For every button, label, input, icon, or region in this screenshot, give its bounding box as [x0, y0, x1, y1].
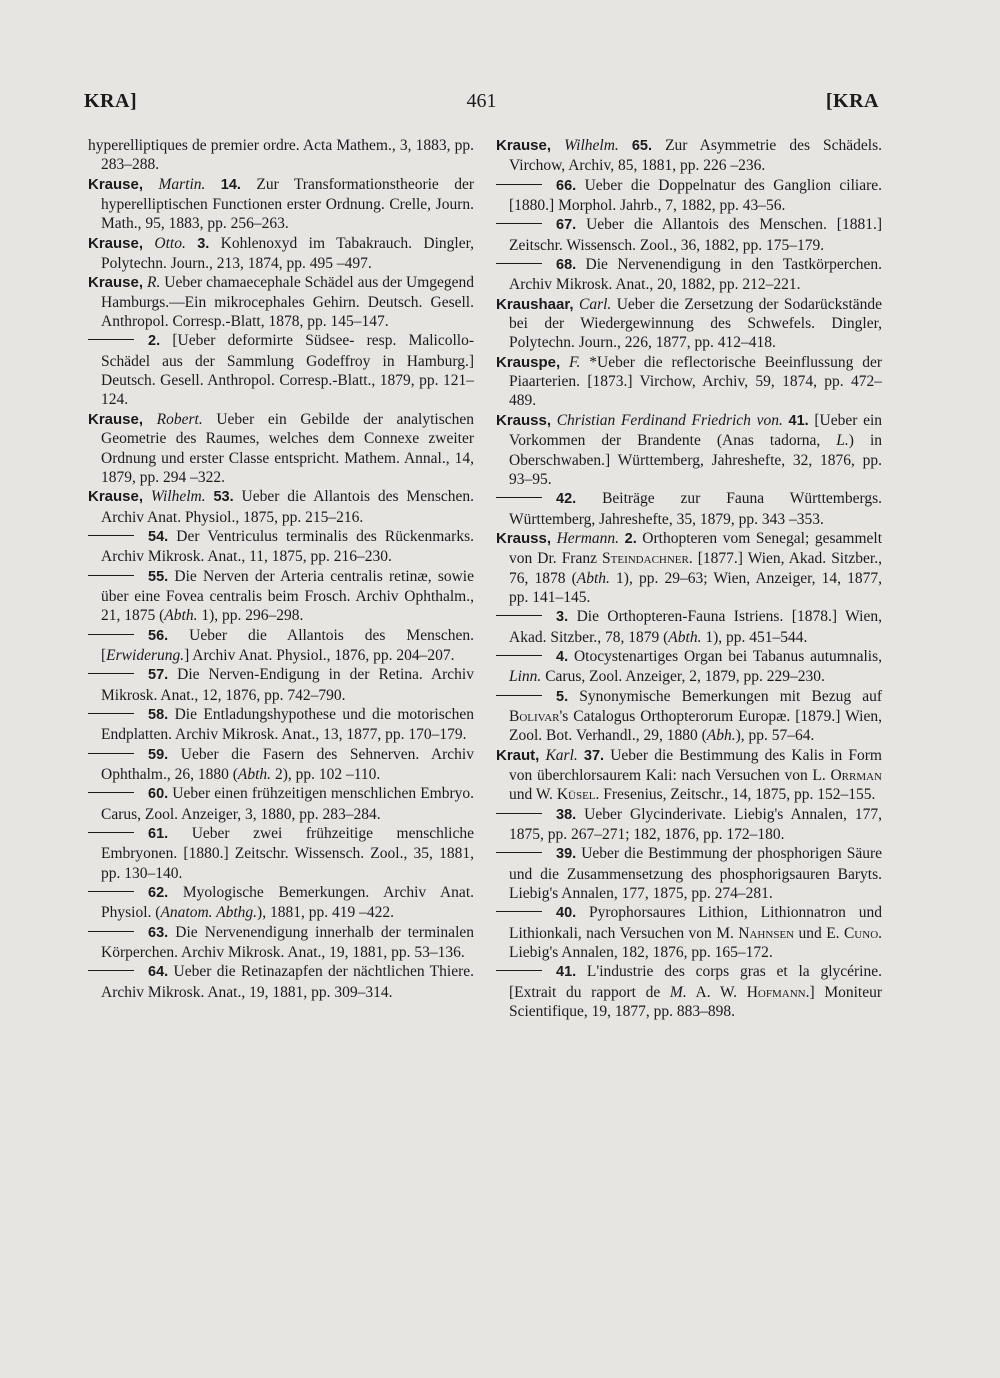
author-given-name: Robert.	[156, 410, 203, 428]
entry-text: Orthopteren vom Senegal; gesammelt von Dr. Franz	[509, 529, 882, 568]
entry-number: 41.	[556, 964, 577, 981]
bibliography-entry	[496, 295, 882, 353]
bibliography-entry	[88, 527, 474, 567]
entry-text: Küsel	[556, 786, 596, 804]
entry-text: Ueber die Doppelnatur des Ganglion ciliare. [1880.] Morphol. Jahrb., 7, 1882, pp. 43–56.	[509, 176, 882, 215]
entry-number: 14.	[220, 176, 241, 193]
bibliography-entry	[496, 176, 882, 216]
entry-number: 53.	[213, 489, 234, 506]
page-header	[84, 90, 879, 120]
ditto-dash	[496, 655, 542, 656]
entry-text: Ueber ein Gebilde der analytischen Geometrie des Raumes, welches dem Connexe zweiter Ordnung und erster Classe entspricht. Mathem. Annal., 14, 1879, pp. 294 –322.	[101, 410, 474, 486]
ditto-dash	[88, 792, 134, 793]
author-given-name: Wilhelm.	[150, 488, 206, 506]
entry-number: 2.	[624, 530, 637, 547]
bibliography-entry	[496, 489, 882, 529]
entry-text: 1), pp. 29–63; Wien, Anzeiger, 14, 1877, pp. 141–145.	[509, 569, 882, 606]
entry-text: Steindachner	[602, 550, 689, 568]
bibliography-entry	[496, 607, 882, 647]
entry-text: *Ueber die reflectorische Beeinflussung der Piaarterien. [1873.] Virchow, Archiv, 59, 1874, pp. 472–489.	[509, 353, 882, 410]
author-given-name: R.	[146, 274, 161, 292]
entry-number: 3.	[197, 235, 210, 252]
entry-number: 61.	[148, 826, 169, 843]
entry-text: Abth.	[237, 766, 272, 783]
bibliography-entry	[88, 665, 474, 705]
entry-number: 55.	[148, 568, 169, 585]
entry-number: 60.	[148, 786, 169, 803]
ditto-dash	[496, 970, 542, 971]
ditto-dash	[88, 339, 134, 340]
entry-number: 38.	[556, 806, 577, 823]
author-surname: Krause,	[496, 137, 552, 154]
entry-text: L'industrie des corps gras et la glycérine. [Extrait du rapport de	[509, 963, 882, 1001]
author-surname: Krause,	[88, 175, 144, 193]
entry-text: Die Entladungshypothese und die motorischen Endplatten. Archiv Mikrosk. Anat., 13, 1877, pp. 170–179.	[101, 705, 474, 744]
entry-text: Ueber zwei frühzeitige menschliche Embryonen. [1880.] Zeitschr. Wissensch. Zool., 35, 1881, pp. 130–140.	[101, 825, 474, 882]
bibliography-entry	[496, 962, 882, 1021]
entry-text: M.	[669, 983, 687, 1001]
entry-text: ] Archiv Anat. Physiol., 1876, pp. 204–207.	[184, 646, 455, 664]
bibliography-entry	[496, 903, 882, 962]
entry-text: A. W.	[686, 983, 747, 1001]
bibliography-entry	[88, 234, 474, 274]
entry-number: 63.	[148, 924, 169, 941]
entry-number: 3.	[556, 609, 569, 626]
bibliography-entry	[496, 687, 882, 746]
entry-text: Hofmann	[746, 983, 806, 1001]
entry-text: Die Nervenendigung innerhalb der terminalen Körperchen. Archiv Mikrosk. Anat., 19, 1881, pp. 53–136.	[101, 923, 474, 962]
author-given-name: F.	[569, 353, 581, 371]
entry-number: 5.	[556, 688, 569, 705]
entry-number: 64.	[148, 964, 169, 981]
ditto-dash	[496, 184, 542, 185]
entry-text: Nahnsen	[738, 924, 795, 942]
entry-text: Erwiderung.	[106, 646, 185, 664]
bibliography-entry	[88, 273, 474, 331]
author-surname: Kraut,	[496, 746, 540, 764]
bibliography-entry	[88, 136, 474, 175]
entry-text: Ueber Glycinderivate. Liebig's Annalen, 177, 1875, pp. 267–271; 182, 1876, pp. 172–180.	[509, 805, 882, 844]
author-surname: Krauss,	[496, 529, 552, 547]
entry-number: 40.	[556, 905, 577, 922]
entry-text: Die Orthopteren-Fauna Istriens. [1878.] Wien, Akad. Sitzber., 78, 1879 (	[509, 608, 882, 646]
entry-number: 41.	[788, 412, 809, 429]
entry-text: Die Nerven der Arteria centralis retinæ, sowie über eine Fovea centralis beim Frosch. Archiv Ophthalm., 21, 1875 (	[101, 567, 474, 625]
entry-number: 42.	[556, 491, 577, 508]
entry-number: 2.	[148, 333, 161, 350]
entry-text: . Fresenius, Zeitschr., 14, 1875, pp. 152–155.	[595, 786, 876, 804]
entry-text: 's Catalogus Orthopterorum Europæ. [1879.] Wien, Zool. Bot. Verhandl., 29, 1880 (	[509, 707, 882, 745]
bibliography-entry	[88, 331, 474, 409]
entry-text: Otocystenartiges Organ bei Tabanus autumnalis,	[568, 647, 882, 665]
ditto-dash	[88, 535, 134, 536]
bibliography-entry	[88, 824, 474, 883]
bibliography-entry	[496, 136, 882, 176]
ditto-dash	[88, 891, 134, 892]
entry-text: 2), pp. 102 –110.	[271, 766, 381, 783]
entry-text: und E.	[794, 924, 844, 942]
entry-text: ), pp. 57–64.	[735, 727, 815, 745]
bibliography-entry	[496, 353, 882, 411]
page-number: 461	[466, 90, 497, 112]
bibliography-entry	[88, 883, 474, 923]
entry-text: 1), pp. 296–298.	[197, 607, 304, 625]
entry-text: Ueber die Bestimmung der phosphorigen Säure und die Zusammensetzung des phosphorigsauren Baryts. Liebig's Annalen, 177, 1875, pp. 274–281.	[509, 845, 882, 903]
author-given-name: Martin.	[158, 175, 206, 193]
bibliography-entry	[88, 745, 474, 785]
ditto-dash	[88, 713, 134, 714]
ditto-dash	[496, 263, 542, 264]
entry-number: 59.	[148, 746, 169, 763]
entry-text: Die Nerven-Endigung in der Retina. Archiv Mikrosk. Anat., 12, 1876, pp. 742–790.	[101, 666, 474, 704]
ditto-dash	[88, 970, 134, 971]
entry-text: Synonymische Bemerkungen mit Bezug auf	[568, 687, 882, 705]
author-surname: Krauss,	[496, 411, 552, 429]
entry-text: Ueber die Fasern des Sehnerven. Archiv Ophthalm., 26, 1880 (	[101, 745, 474, 783]
entry-text: Anatom. Abthg.	[160, 904, 258, 922]
entry-text: Linn.	[509, 668, 542, 686]
entry-number: 54.	[148, 528, 169, 545]
running-head-right: [KRA	[825, 90, 879, 112]
bibliography-entry	[88, 487, 474, 527]
entry-text: . Liebig's Annalen, 182, 1876, pp. 165–172.	[509, 924, 883, 962]
entry-text: hyperelliptiques de premier ordre. Acta Mathem., 3, 1883, pp. 283–288.	[88, 137, 474, 174]
entry-text: Abth.	[164, 607, 198, 625]
ditto-dash	[496, 223, 542, 224]
entry-text: Orrman	[830, 767, 882, 784]
bibliography-entry	[88, 923, 474, 963]
author-given-name: Wilhelm.	[564, 137, 619, 154]
entry-text: Abth.	[668, 628, 702, 646]
bibliography-entry	[496, 411, 882, 489]
ditto-dash	[88, 931, 134, 932]
ditto-dash	[88, 753, 134, 754]
author-given-name: Christian Ferdinand Friedrich von.	[556, 411, 783, 429]
entry-number: 58.	[148, 706, 169, 723]
author-given-name: Hermann.	[556, 529, 620, 547]
entry-text: Ueber die Bestimmung des Kalis in Form von überchlorsaurem Kali: nach Versuchen von L.	[509, 746, 882, 784]
ditto-dash	[88, 832, 134, 833]
bibliography-entry	[88, 705, 474, 745]
entry-text: Myologische Bemerkungen. Archiv Anat. Physiol. (	[101, 884, 474, 922]
ditto-dash	[496, 852, 542, 853]
entry-text: und W.	[509, 786, 557, 804]
entry-number: 39.	[556, 846, 577, 863]
bibliography-entry	[496, 255, 882, 295]
ditto-dash	[496, 813, 542, 814]
entry-text: . [1877.] Wien, Akad. Sitzber., 76, 1878 (	[509, 550, 882, 587]
ditto-dash	[496, 695, 542, 696]
author-given-name: Otto.	[154, 234, 186, 252]
entry-text: Bolivar	[509, 707, 560, 725]
author-surname: Krause,	[88, 410, 144, 428]
bibliography-entry	[88, 962, 474, 1002]
entry-number: 68.	[556, 257, 577, 274]
right-column	[496, 136, 882, 1021]
entry-text: 1), pp. 451–544.	[701, 628, 808, 646]
entry-text: Ueber die Retinazapfen der nächtlichen Thiere. Archiv Mikrosk. Anat., 19, 1881, pp. 309–314.	[101, 963, 474, 1001]
left-column	[88, 136, 474, 1002]
bibliography-entry	[496, 647, 882, 687]
entry-text: Ueber die Allantois des Menschen. [	[101, 626, 474, 664]
entry-text: Zur Asymmetrie des Schädels. Virchow, Archiv, 85, 1881, pp. 226 –236.	[509, 137, 883, 175]
bibliography-entry	[496, 529, 882, 607]
entry-text: Kohlenoxyd im Tabakrauch. Dingler, Polytechn. Journ., 213, 1874, pp. 495 –497.	[101, 234, 475, 273]
entry-number: 67.	[556, 217, 577, 234]
entry-number: 66.	[556, 177, 577, 194]
entry-text: Abh.	[706, 727, 736, 745]
entry-text: Carus, Zool. Anzeiger, 2, 1879, pp. 229–230.	[541, 668, 825, 686]
entry-number: 62.	[148, 885, 169, 902]
author-surname: Krauspe,	[496, 353, 561, 371]
author-given-name: Karl.	[545, 746, 578, 764]
entry-text: Ueber die Zersetzung der Sodarückstände bei der Wiedergewinnung des Schwefels. Dingler, Polytechn. Journ., 226, 1877, pp. 412–418.	[509, 295, 883, 352]
author-given-name: Carl.	[578, 295, 612, 313]
ditto-dash	[496, 615, 542, 616]
entry-text: Der Ventriculus terminalis des Rückenmarks. Archiv Mikrosk. Anat., 11, 1875, pp. 216–230.	[101, 527, 474, 566]
entry-text: [Ueber deformirte Südsee- resp. Malicollo-Schädel aus der Sammlung Godeffroy in Hamburg.] Deutsch. Gesell. Anthropol. Corresp.-Blatt., 1879, pp. 121–124.	[101, 332, 474, 409]
ditto-dash	[496, 911, 542, 912]
bibliography-entry	[496, 215, 882, 255]
entry-text: ) in Oberschwaben.] Württemberg, Jahreshefte, 32, 1876, pp. 93–95.	[509, 432, 882, 488]
entry-number: 56.	[148, 627, 169, 644]
entry-number: 57.	[148, 667, 169, 684]
entry-text: ), 1881, pp. 419 –422.	[257, 904, 394, 922]
ditto-dash	[496, 497, 542, 498]
bibliography-entry	[496, 746, 882, 805]
running-head-left: KRA]	[84, 90, 138, 112]
bibliography-entry	[88, 175, 474, 234]
entry-text: Beiträge zur Fauna Württembergs. Württemberg, Jahreshefte, 35, 1879, pp. 343 –353.	[509, 490, 882, 528]
entry-text: Zur Transformationstheorie der hyperelliptischen Functionen erster Ordnung. Crelle, Journ. Math., 95, 1883, pp. 256–263.	[101, 175, 474, 233]
bibliography-entry	[88, 784, 474, 824]
entry-text: [Ueber ein Vorkommen der Brandente (Anas tadorna,	[509, 411, 883, 450]
entry-number: 4.	[556, 648, 569, 665]
ditto-dash	[88, 673, 134, 674]
entry-text: Pyrophorsaures Lithion, Lithionnatron und Lithionkali, nach Versuchen von M.	[509, 904, 882, 942]
author-surname: Kraushaar,	[496, 295, 574, 313]
entry-text: Die Nervenendigung in den Tastkörperchen. Archiv Mikrosk. Anat., 20, 1882, pp. 212–221.	[509, 256, 882, 294]
author-surname: Krause,	[88, 488, 144, 506]
entry-text: Ueber einen frühzeitigen menschlichen Embryo. Carus, Zool. Anzeiger, 3, 1880, pp. 283–284.	[101, 785, 474, 823]
entry-number: 37.	[583, 747, 605, 764]
bibliography-entry	[88, 567, 474, 626]
bibliography-entry	[88, 626, 474, 666]
entry-text: L.	[836, 432, 849, 450]
entry-number: 65.	[631, 138, 653, 154]
bibliography-entry	[88, 410, 474, 487]
ditto-dash	[88, 634, 134, 635]
author-surname: Krause,	[88, 234, 144, 252]
entry-text: .] Moniteur Scientifique, 19, 1877, pp. 883–898.	[509, 983, 882, 1021]
entry-text: Ueber die Allantois des Menschen. Archiv Anat. Physiol., 1875, pp. 215–216.	[101, 488, 475, 526]
entry-text: Abth.	[576, 569, 610, 587]
entry-text: Ueber chamaecephale Schädel aus der Umgegend Hamburgs.—Ein mikrocephales Gehirn. Deutsch. Gesell. Anthropol. Corresp.-Blatt, 1878, pp. 145–147.	[101, 274, 475, 331]
ditto-dash	[88, 575, 134, 576]
bibliography-entry	[496, 844, 882, 903]
author-surname: Krause,	[88, 274, 144, 292]
entry-text: Ueber die Allantois des Menschen. [1881.] Zeitschr. Wissensch. Zool., 36, 1882, pp. 175–179.	[509, 216, 882, 254]
bibliography-entry	[496, 805, 882, 845]
entry-text: Cuno	[843, 924, 879, 942]
